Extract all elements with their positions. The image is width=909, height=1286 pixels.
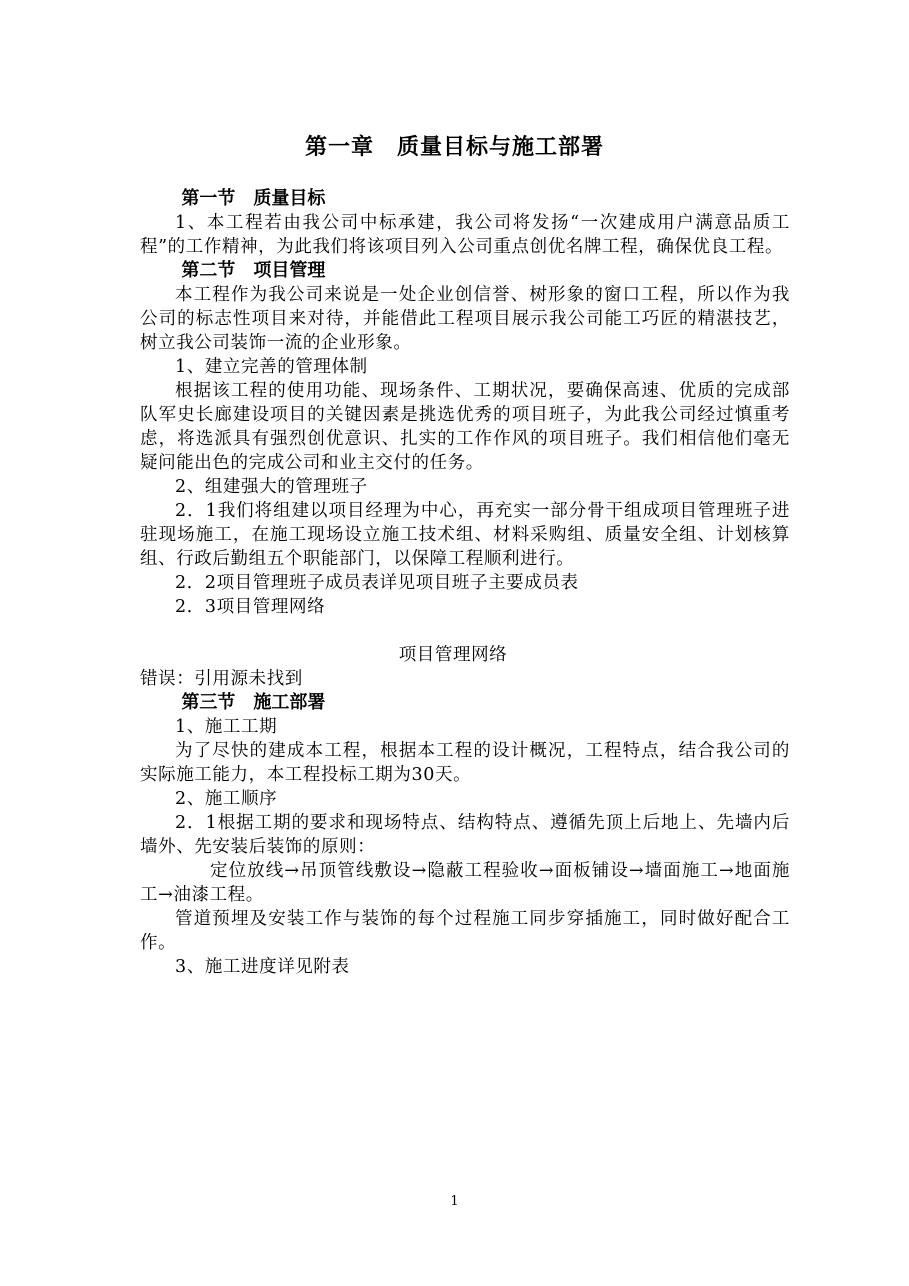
- section-heading-project-management: 第二节 项目管理: [181, 260, 326, 281]
- figure-caption: 项目管理网络: [398, 645, 508, 665]
- item-title-construction-period: 1、施工工期: [175, 717, 278, 737]
- paragraph-management-team-2-1: 2．1我们将组建以项目经理为中心，再充实一部分骨干组成项目管理班子进驻现场施工，在施工现场设立施工技术组、材料采购组、质量安全组、计划核算组、行政后勤组五个职能部门，以保障工程顺利进行。: [140, 501, 790, 569]
- document-body: [140, 187, 790, 979]
- section-heading-quality-goal: 第一节 质量目标: [181, 188, 326, 209]
- chapter-title: 第一章 质量目标与施工部署: [304, 134, 604, 160]
- item-title-schedule: 3、施工进度详见附表: [175, 957, 350, 977]
- item-title-construction-order: 2、施工顺序: [175, 789, 278, 809]
- paragraph-quality-goal: 1、本工程若由我公司中标承建，我公司将发扬“一次建成用户满意品质工程”的工作精神，为此我们将该项目列入公司重点创优名牌工程，确保优良工程。: [140, 213, 790, 257]
- paragraph-construction-order-2-1: 2．1根据工期的要求和现场特点、结构特点、遵循先顶上后地上、先墙内后墙外、先安装后装饰的原则：: [140, 813, 790, 857]
- paragraph-management-team-2-3: 2．3项目管理网络: [175, 597, 326, 617]
- section-heading-construction-deployment: 第三节 施工部署: [181, 692, 326, 713]
- paragraph-pipe-work: 管道预埋及安装工作与装饰的每个过程施工同步穿插施工，同时做好配合工作。: [140, 909, 790, 953]
- page-number: 1: [450, 1194, 459, 1209]
- item-title-management-team: 2、组建强大的管理班子: [175, 477, 368, 497]
- item-title-management-system: 1、建立完善的管理体制: [175, 357, 368, 377]
- paragraph-management-team-2-2: 2．2项目管理班子成员表详见项目班子主要成员表: [175, 573, 579, 593]
- paragraph-management-system: 根据该工程的使用功能、现场条件、工期状况，要确保高速、优质的完成部队军史长廊建设项目的关键因素是挑选优秀的项目班子，为此我公司经过慎重考虑，将选派具有强烈创优意识、扎实的工作作风的项目班子。我们相信他们毫无疑问能出色的完成公司和业主交付的任务。: [140, 381, 790, 473]
- paragraph-project-intro: 本工程作为我公司来说是一处企业创信誉、树形象的窗口工程，所以作为我公司的标志性项目来对待，并能借此工程项目展示我公司能工巧匠的精湛技艺，树立我公司装饰一流的企业形象。: [140, 285, 790, 353]
- paragraph-construction-sequence: 定位放线→吊顶管线敷设→隐蔽工程验收→面板铺设→墙面施工→地面施工→油漆工程。: [140, 861, 790, 905]
- reference-error-text: 错误：引用源未找到: [140, 669, 303, 689]
- paragraph-construction-period: 为了尽快的建成本工程，根据本工程的设计概况，工程特点，结合我公司的实际施工能力，本工程投标工期为30天。: [140, 741, 790, 785]
